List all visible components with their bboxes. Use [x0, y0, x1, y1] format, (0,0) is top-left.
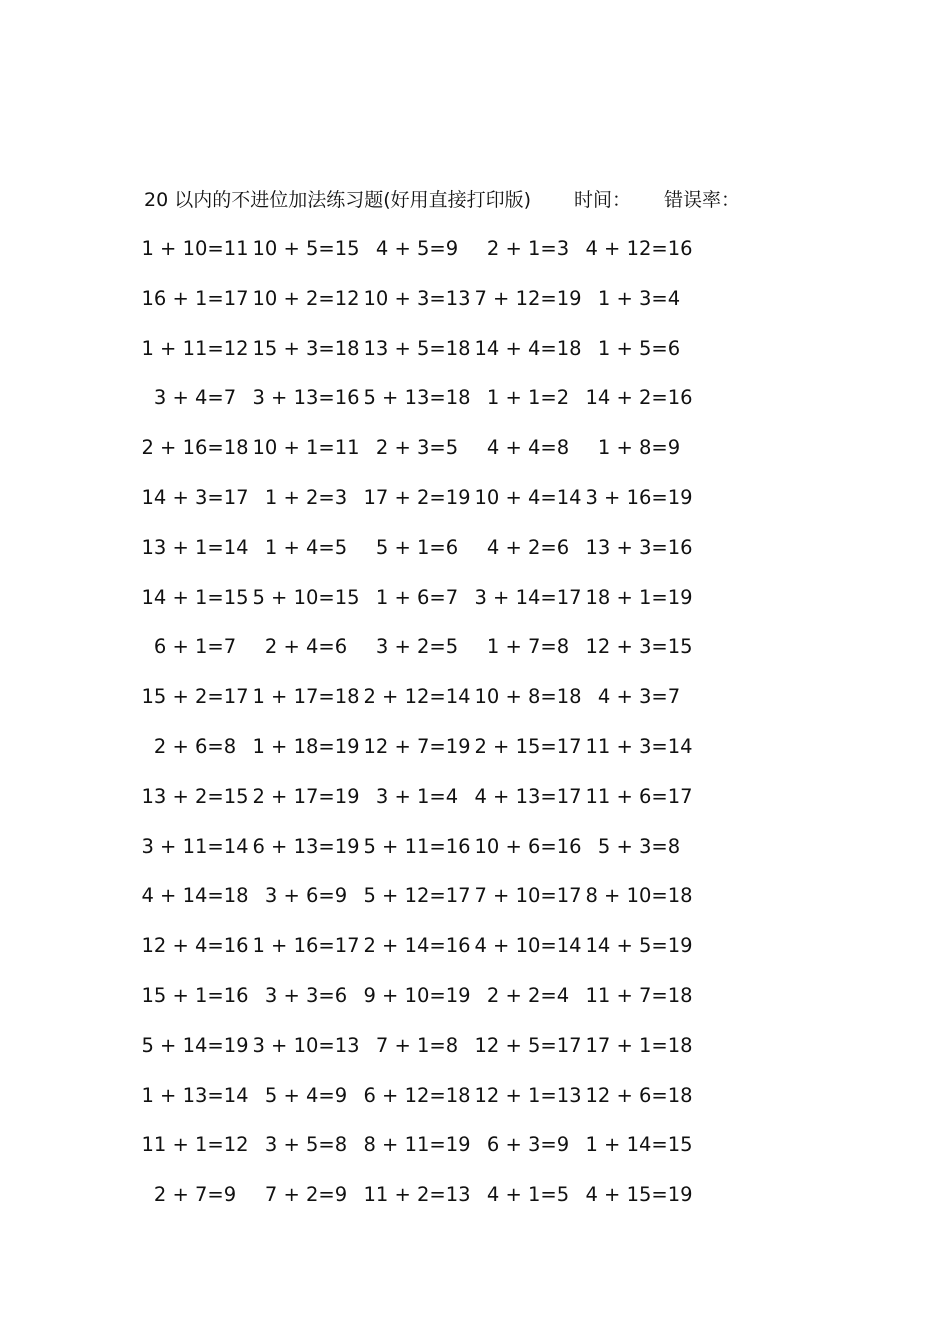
addition-problem: 3 + 3=6 — [264, 983, 348, 1007]
problem-row — [148, 382, 748, 432]
addition-problem: 5 + 4=9 — [264, 1083, 348, 1107]
addition-problem: 17 + 1=18 — [585, 1033, 693, 1057]
addition-problem: 1 + 11=12 — [141, 336, 249, 360]
problem-row — [148, 631, 748, 681]
addition-problem: 1 + 16=17 — [252, 934, 360, 958]
addition-problem: 3 + 13=16 — [252, 386, 360, 410]
addition-problem: 7 + 10=17 — [474, 884, 582, 908]
addition-problem: 12 + 3=15 — [585, 635, 693, 659]
addition-problem: 4 + 15=19 — [585, 1183, 693, 1207]
addition-problem: 6 + 1=7 — [153, 635, 237, 659]
problem-row — [141, 781, 748, 831]
addition-problem: 10 + 2=12 — [252, 286, 360, 310]
addition-problem: 1 + 4=5 — [264, 535, 348, 559]
problem-row — [141, 930, 748, 980]
addition-problem: 12 + 5=17 — [474, 1033, 582, 1057]
addition-problem: 5 + 12=17 — [363, 884, 471, 908]
addition-problem: 3 + 10=13 — [252, 1033, 360, 1057]
addition-problem: 4 + 4=8 — [486, 436, 570, 460]
addition-problem: 3 + 5=8 — [264, 1133, 348, 1157]
addition-problem: 17 + 2=19 — [363, 485, 471, 509]
addition-problem: 15 + 1=16 — [141, 983, 249, 1007]
problem-row — [141, 482, 748, 532]
addition-problem: 3 + 2=5 — [375, 635, 459, 659]
addition-problem: 4 + 12=16 — [585, 237, 693, 260]
addition-problem: 1 + 2=3 — [264, 485, 348, 509]
addition-problem: 1 + 18=19 — [252, 734, 360, 758]
addition-problem: 4 + 10=14 — [474, 934, 582, 958]
addition-problem: 13 + 5=18 — [363, 336, 471, 360]
problem-grid — [141, 233, 748, 1229]
addition-problem: 13 + 3=16 — [585, 535, 693, 559]
addition-problem: 4 + 13=17 — [474, 784, 582, 808]
addition-problem: 1 + 5=6 — [597, 336, 681, 360]
addition-problem: 7 + 1=8 — [375, 1033, 459, 1057]
addition-problem: 12 + 7=19 — [363, 734, 471, 758]
addition-problem: 16 + 1=17 — [141, 286, 249, 310]
problem-row — [141, 980, 748, 1030]
addition-problem: 4 + 1=5 — [486, 1183, 570, 1207]
addition-problem: 1 + 10=11 — [141, 237, 249, 260]
addition-problem: 15 + 2=17 — [141, 685, 249, 709]
addition-problem: 5 + 1=6 — [375, 535, 459, 559]
addition-problem: 1 + 7=8 — [486, 635, 570, 659]
addition-problem: 1 + 8=9 — [597, 436, 681, 460]
addition-problem: 10 + 3=13 — [363, 286, 471, 310]
addition-problem: 2 + 4=6 — [264, 635, 348, 659]
addition-problem: 2 + 3=5 — [375, 436, 459, 460]
addition-problem: 4 + 14=18 — [141, 884, 249, 908]
addition-problem: 14 + 3=17 — [141, 485, 249, 509]
addition-problem: 1 + 3=4 — [597, 286, 681, 310]
addition-problem: 14 + 4=18 — [474, 336, 582, 360]
addition-problem: 7 + 12=19 — [474, 286, 582, 310]
time-label: 时间： — [574, 189, 632, 211]
problem-row — [141, 1030, 748, 1080]
problem-row — [141, 333, 748, 383]
addition-problem: 14 + 1=15 — [141, 585, 249, 609]
addition-problem: 1 + 6=7 — [375, 585, 459, 609]
addition-problem: 2 + 2=4 — [486, 983, 570, 1007]
problem-row — [141, 283, 748, 333]
problem-row — [141, 1080, 748, 1130]
addition-problem: 11 + 3=14 — [585, 734, 693, 758]
addition-problem: 5 + 3=8 — [597, 834, 681, 858]
addition-problem: 1 + 13=14 — [141, 1083, 249, 1107]
addition-problem: 7 + 2=9 — [264, 1183, 348, 1207]
addition-problem: 1 + 1=2 — [486, 386, 570, 410]
addition-problem: 12 + 4=16 — [141, 934, 249, 958]
addition-problem: 11 + 6=17 — [585, 784, 693, 808]
addition-problem: 12 + 1=13 — [474, 1083, 582, 1107]
addition-problem: 3 + 14=17 — [474, 585, 582, 609]
addition-problem: 13 + 1=14 — [141, 535, 249, 559]
addition-problem: 11 + 2=13 — [363, 1183, 471, 1207]
problem-row — [141, 880, 748, 930]
addition-problem: 3 + 4=7 — [153, 386, 237, 410]
addition-problem: 3 + 16=19 — [585, 485, 693, 509]
addition-problem: 2 + 7=9 — [153, 1183, 237, 1207]
addition-problem: 2 + 12=14 — [363, 685, 471, 709]
addition-problem: 3 + 6=9 — [264, 884, 348, 908]
addition-problem: 2 + 14=16 — [363, 934, 471, 958]
error-rate-label: 错误率： — [664, 189, 741, 211]
addition-problem: 1 + 14=15 — [585, 1133, 693, 1157]
addition-problem: 14 + 5=19 — [585, 934, 693, 958]
worksheet-title: 20 以内的不进位加法练习题(好用直接打印版) — [144, 189, 532, 211]
addition-problem: 13 + 2=15 — [141, 784, 249, 808]
addition-problem: 18 + 1=19 — [585, 585, 693, 609]
problem-row — [141, 831, 748, 881]
addition-problem: 14 + 2=16 — [585, 386, 693, 410]
addition-problem: 5 + 13=18 — [363, 386, 471, 410]
addition-problem: 10 + 5=15 — [252, 237, 360, 260]
addition-problem: 6 + 12=18 — [363, 1083, 471, 1107]
problem-row — [141, 432, 748, 482]
problem-row — [141, 582, 748, 632]
addition-problem: 5 + 11=16 — [363, 834, 471, 858]
addition-problem: 5 + 10=15 — [252, 585, 360, 609]
addition-problem: 2 + 6=8 — [153, 734, 237, 758]
problem-row — [141, 1129, 748, 1179]
addition-problem: 10 + 4=14 — [474, 485, 582, 509]
addition-problem: 5 + 14=19 — [141, 1033, 249, 1057]
addition-problem: 8 + 10=18 — [585, 884, 693, 908]
addition-problem: 4 + 3=7 — [597, 685, 681, 709]
addition-problem: 8 + 11=19 — [363, 1133, 471, 1157]
problem-row — [148, 731, 748, 781]
addition-problem: 10 + 8=18 — [474, 685, 582, 709]
addition-problem: 3 + 1=4 — [375, 784, 459, 808]
addition-problem: 1 + 17=18 — [252, 685, 360, 709]
addition-problem: 12 + 6=18 — [585, 1083, 693, 1107]
addition-problem: 2 + 15=17 — [474, 734, 582, 758]
addition-problem: 6 + 13=19 — [252, 834, 360, 858]
addition-problem: 4 + 5=9 — [375, 237, 459, 260]
problem-row — [141, 532, 748, 582]
worksheet-header — [144, 185, 740, 215]
addition-problem: 9 + 10=19 — [363, 983, 471, 1007]
addition-problem: 2 + 17=19 — [252, 784, 360, 808]
addition-problem: 11 + 1=12 — [141, 1133, 249, 1157]
problem-row — [141, 233, 748, 283]
addition-problem: 3 + 11=14 — [141, 834, 249, 858]
problem-row — [148, 1179, 748, 1229]
addition-problem: 15 + 3=18 — [252, 336, 360, 360]
addition-problem: 4 + 2=6 — [486, 535, 570, 559]
addition-problem: 10 + 6=16 — [474, 834, 582, 858]
addition-problem: 2 + 1=3 — [486, 237, 570, 260]
addition-problem: 10 + 1=11 — [252, 436, 360, 460]
problem-row — [141, 681, 748, 731]
addition-problem: 6 + 3=9 — [486, 1133, 570, 1157]
addition-problem: 2 + 16=18 — [141, 436, 249, 460]
addition-problem: 11 + 7=18 — [585, 983, 693, 1007]
